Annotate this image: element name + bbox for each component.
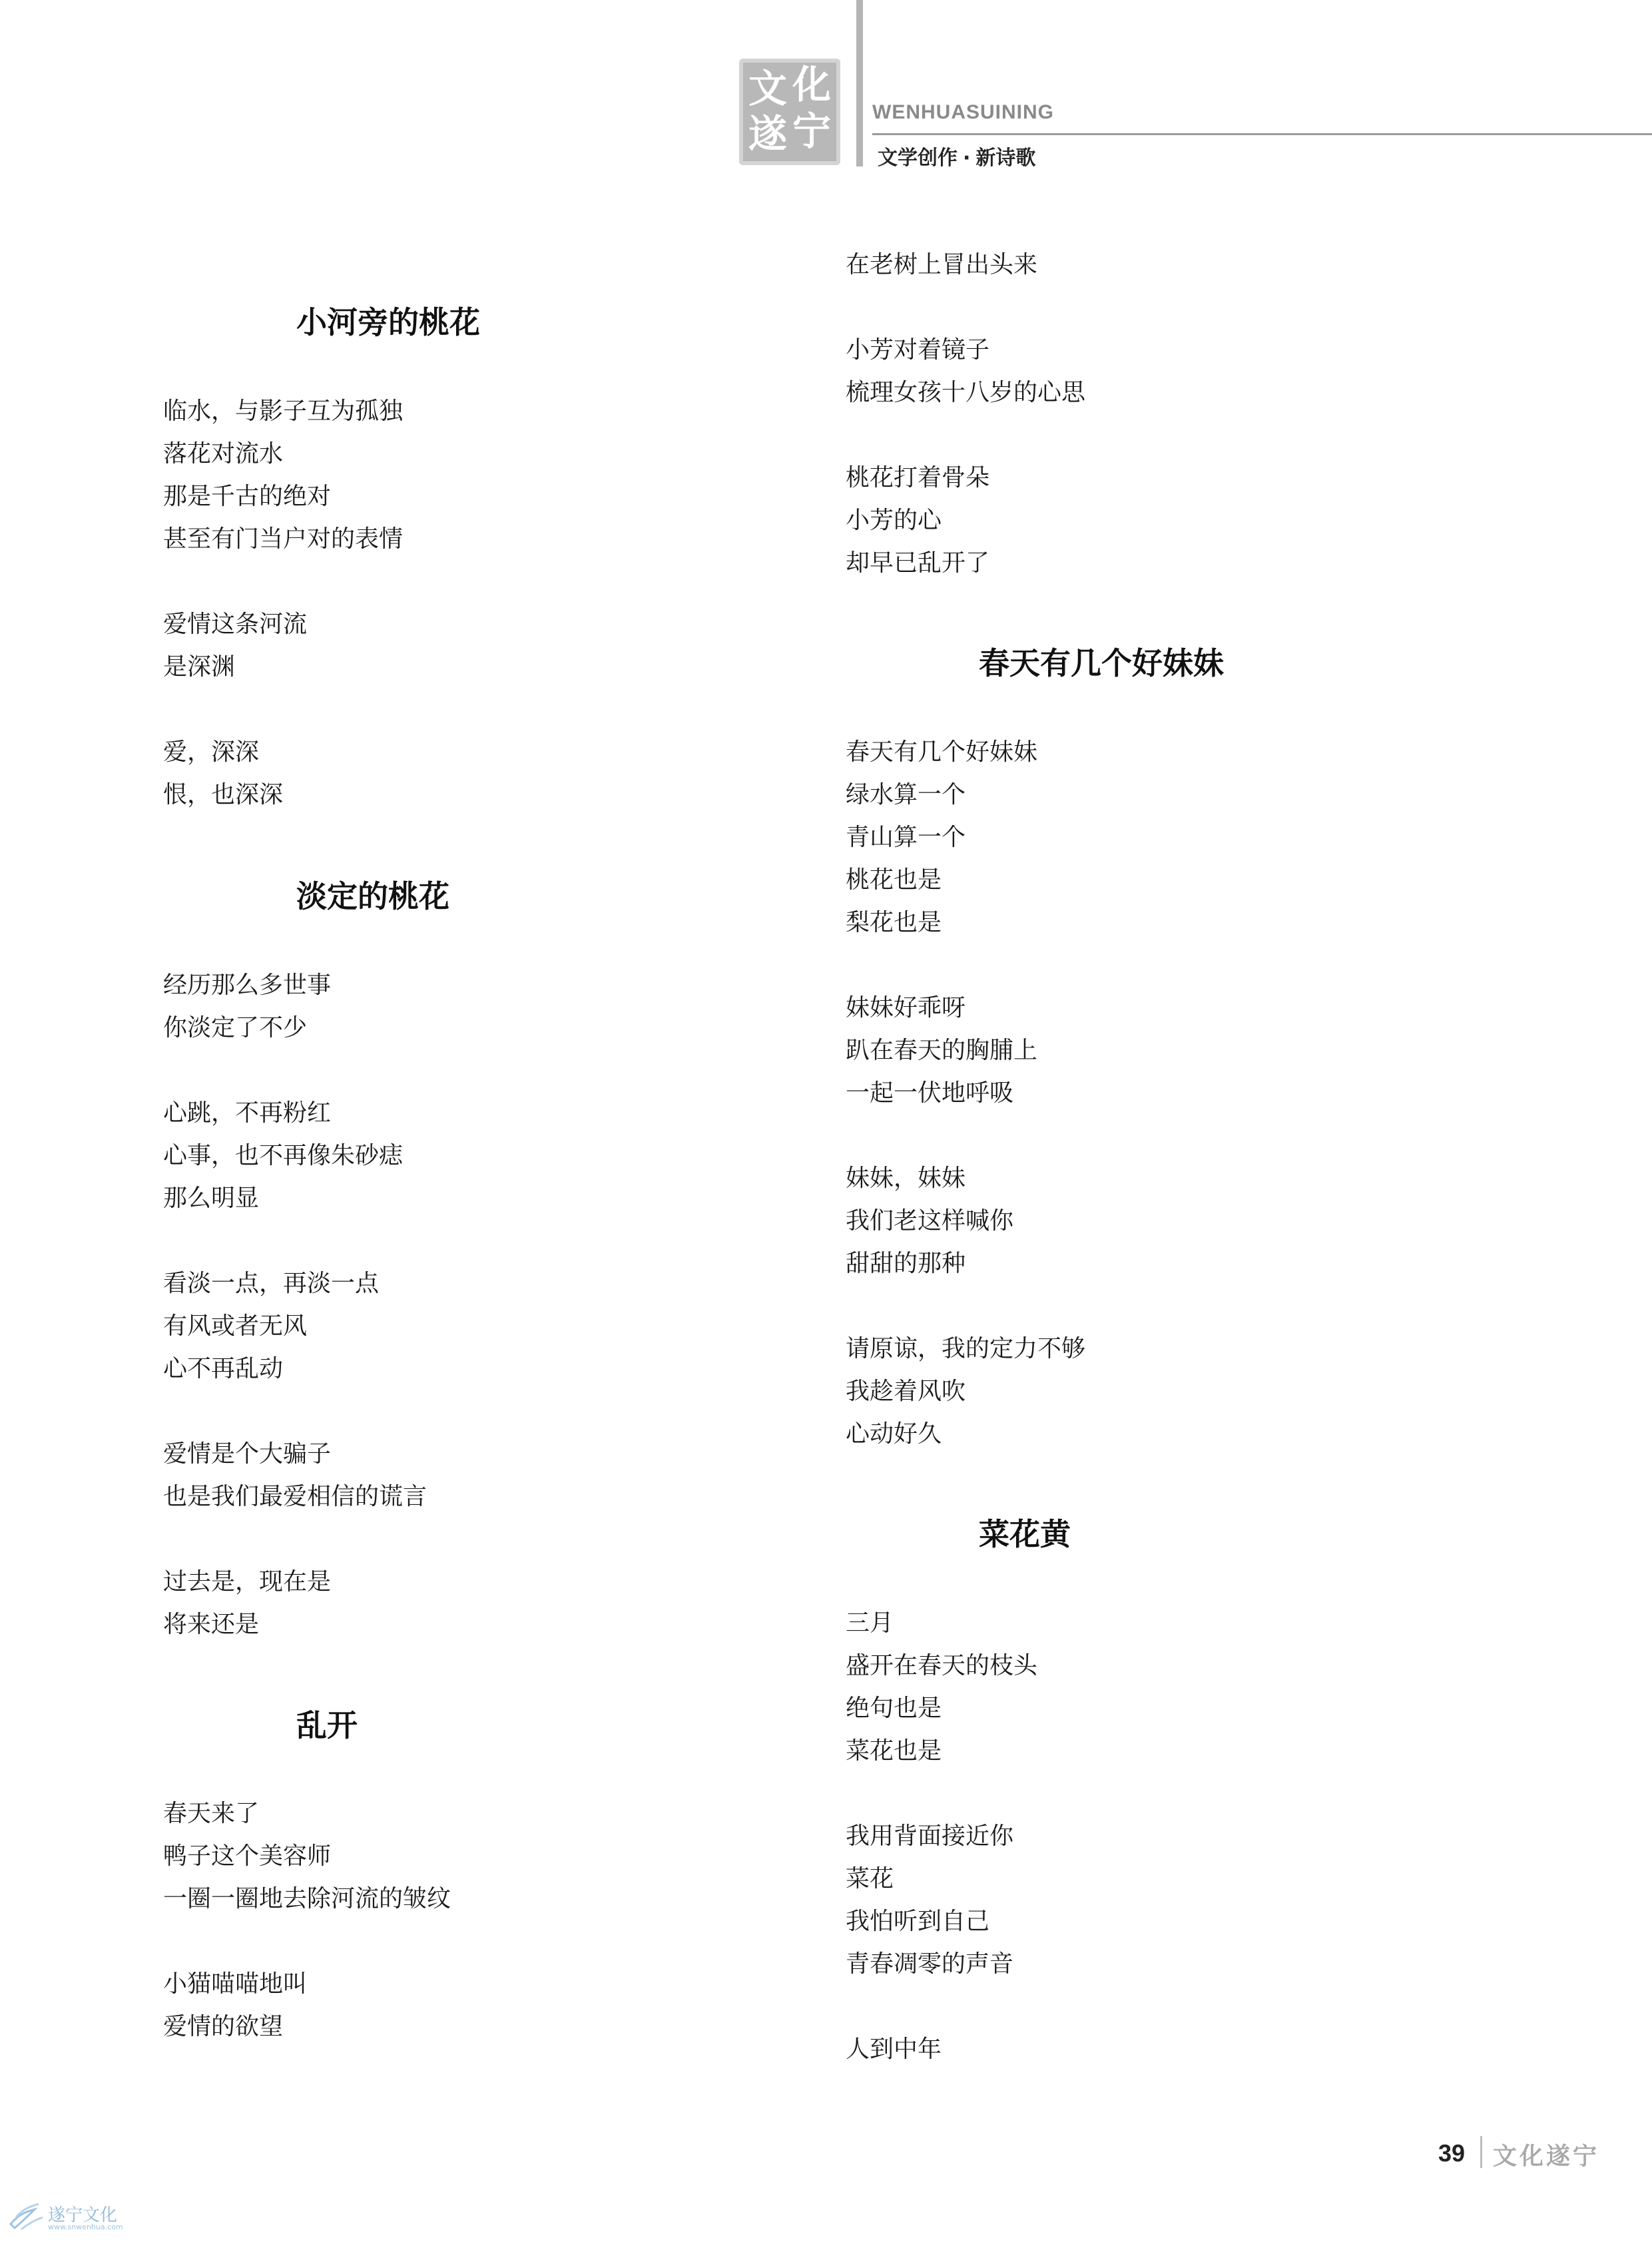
poem-line: 恨，也深深 [163,781,284,808]
poem-line: 趴在春天的胸脯上 [846,1037,1038,1064]
header-divider [856,0,863,166]
poem-line: 甜甜的那种 [846,1250,966,1277]
section-dot: · [963,146,971,170]
header-rule [872,133,1652,135]
poem-line: 心跳，不再粉红 [163,1099,332,1127]
watermark-url: www.snwenhua.com [48,2223,123,2231]
poem-line: 将来还是 [163,1611,260,1638]
poem-line: 爱情的欲望 [163,2013,284,2040]
poem-line: 我用背面接近你 [846,1822,1014,1850]
logo-char: 遂 [748,111,787,156]
page-number: 39 [1438,2139,1466,2167]
poem-line: 我趁着风吹 [846,1378,966,1405]
poem-line: 落花对流水 [163,440,284,467]
poem-title: 春天有几个好妹妹 [979,645,1224,681]
poem-line: 鸭子这个美容师 [163,1842,332,1870]
poem-line: 妹妹，妹妹 [846,1165,966,1192]
poem-line: 三月 [846,1609,894,1637]
poem-line: 桃花也是 [846,866,942,894]
watermark-text: 遂宁文化 [48,2205,118,2225]
poem-line: 春天来了 [163,1800,260,1827]
poem-line: 临水，与影子互为孤独 [163,398,404,425]
logo-char: 文 [748,66,787,111]
poem-line: 也是我们最爱相信的谎言 [163,1483,427,1510]
poem-line: 那是千古的绝对 [163,483,332,510]
poem-line: 绿水算一个 [846,781,966,808]
header-english-title: WENHUASUINING [872,101,1054,123]
poem-line: 菜花 [846,1865,894,1892]
poem-line: 青山算一个 [846,824,966,851]
poem-line: 爱情是个大骗子 [163,1440,332,1468]
poem-line: 妹妹好乖呀 [846,994,966,1021]
poem-line: 小猫喵喵地叫 [163,1970,308,1998]
poem-title: 小河旁的桃花 [296,304,480,340]
poem-line: 看淡一点，再淡一点 [163,1270,380,1297]
poem-line: 那么明显 [163,1185,260,1212]
logo-char: 宁 [792,109,831,154]
poem-line: 我怕听到自己 [846,1908,990,1935]
poem-line: 心事，也不再像朱砂痣 [163,1142,404,1169]
poem-line: 梨花也是 [846,909,942,936]
poem-line: 经历那么多世事 [163,972,332,999]
footer-divider [1480,2136,1482,2168]
poem-line: 春天有几个好妹妹 [846,738,1038,766]
poem-line: 绝句也是 [846,1695,942,1722]
poem-line: 请原谅，我的定力不够 [846,1335,1086,1362]
magazine-logo [739,59,840,165]
poem-line: 心不再乱动 [163,1355,284,1382]
section-label: 文学创作 [878,146,958,170]
poem-line: 爱情这条河流 [163,611,308,638]
subsection-label: 新诗歌 [975,146,1036,170]
poem-line: 甚至有门当户对的表情 [163,525,404,553]
poem-title: 淡定的桃花 [296,878,449,914]
poem-line: 桃花打着骨朵 [846,464,990,491]
poem-line: 过去是，现在是 [163,1568,332,1595]
poem-line: 一圈一圈地去除河流的皱纹 [163,1885,451,1912]
poem-line: 菜花也是 [846,1737,942,1765]
wing-icon [8,2197,45,2235]
poem-line: 青春凋零的声音 [846,1950,1014,1978]
poem-title: 乱开 [296,1707,358,1743]
poem-line: 你淡定了不少 [163,1014,308,1041]
header-section [878,141,1035,170]
poem-line: 小芳对着镜子 [846,336,990,364]
poem-line: 一起一伏地呼吸 [846,1079,1014,1107]
site-watermark [8,2197,154,2237]
poem-line: 在老树上冒出头来 [846,251,1038,278]
poem-line: 却早已乱开了 [846,549,990,577]
logo-char: 化 [792,62,831,107]
footer-magazine-name: 文化遂宁 [1493,2142,1600,2170]
poem-line: 心动好久 [846,1420,942,1448]
poem-line: 有风或者无风 [163,1312,308,1340]
poem-line: 小芳的心 [846,507,942,534]
poem-line: 梳理女孩十八岁的心思 [846,379,1086,406]
poem-title: 菜花黄 [979,1516,1071,1552]
poem-line: 盛开在春天的枝头 [846,1652,1038,1679]
poem-line: 爱，深深 [163,738,260,766]
poem-line: 人到中年 [846,2036,942,2063]
poem-line: 是深渊 [163,653,236,681]
poem-line: 我们老这样喊你 [846,1207,1014,1235]
